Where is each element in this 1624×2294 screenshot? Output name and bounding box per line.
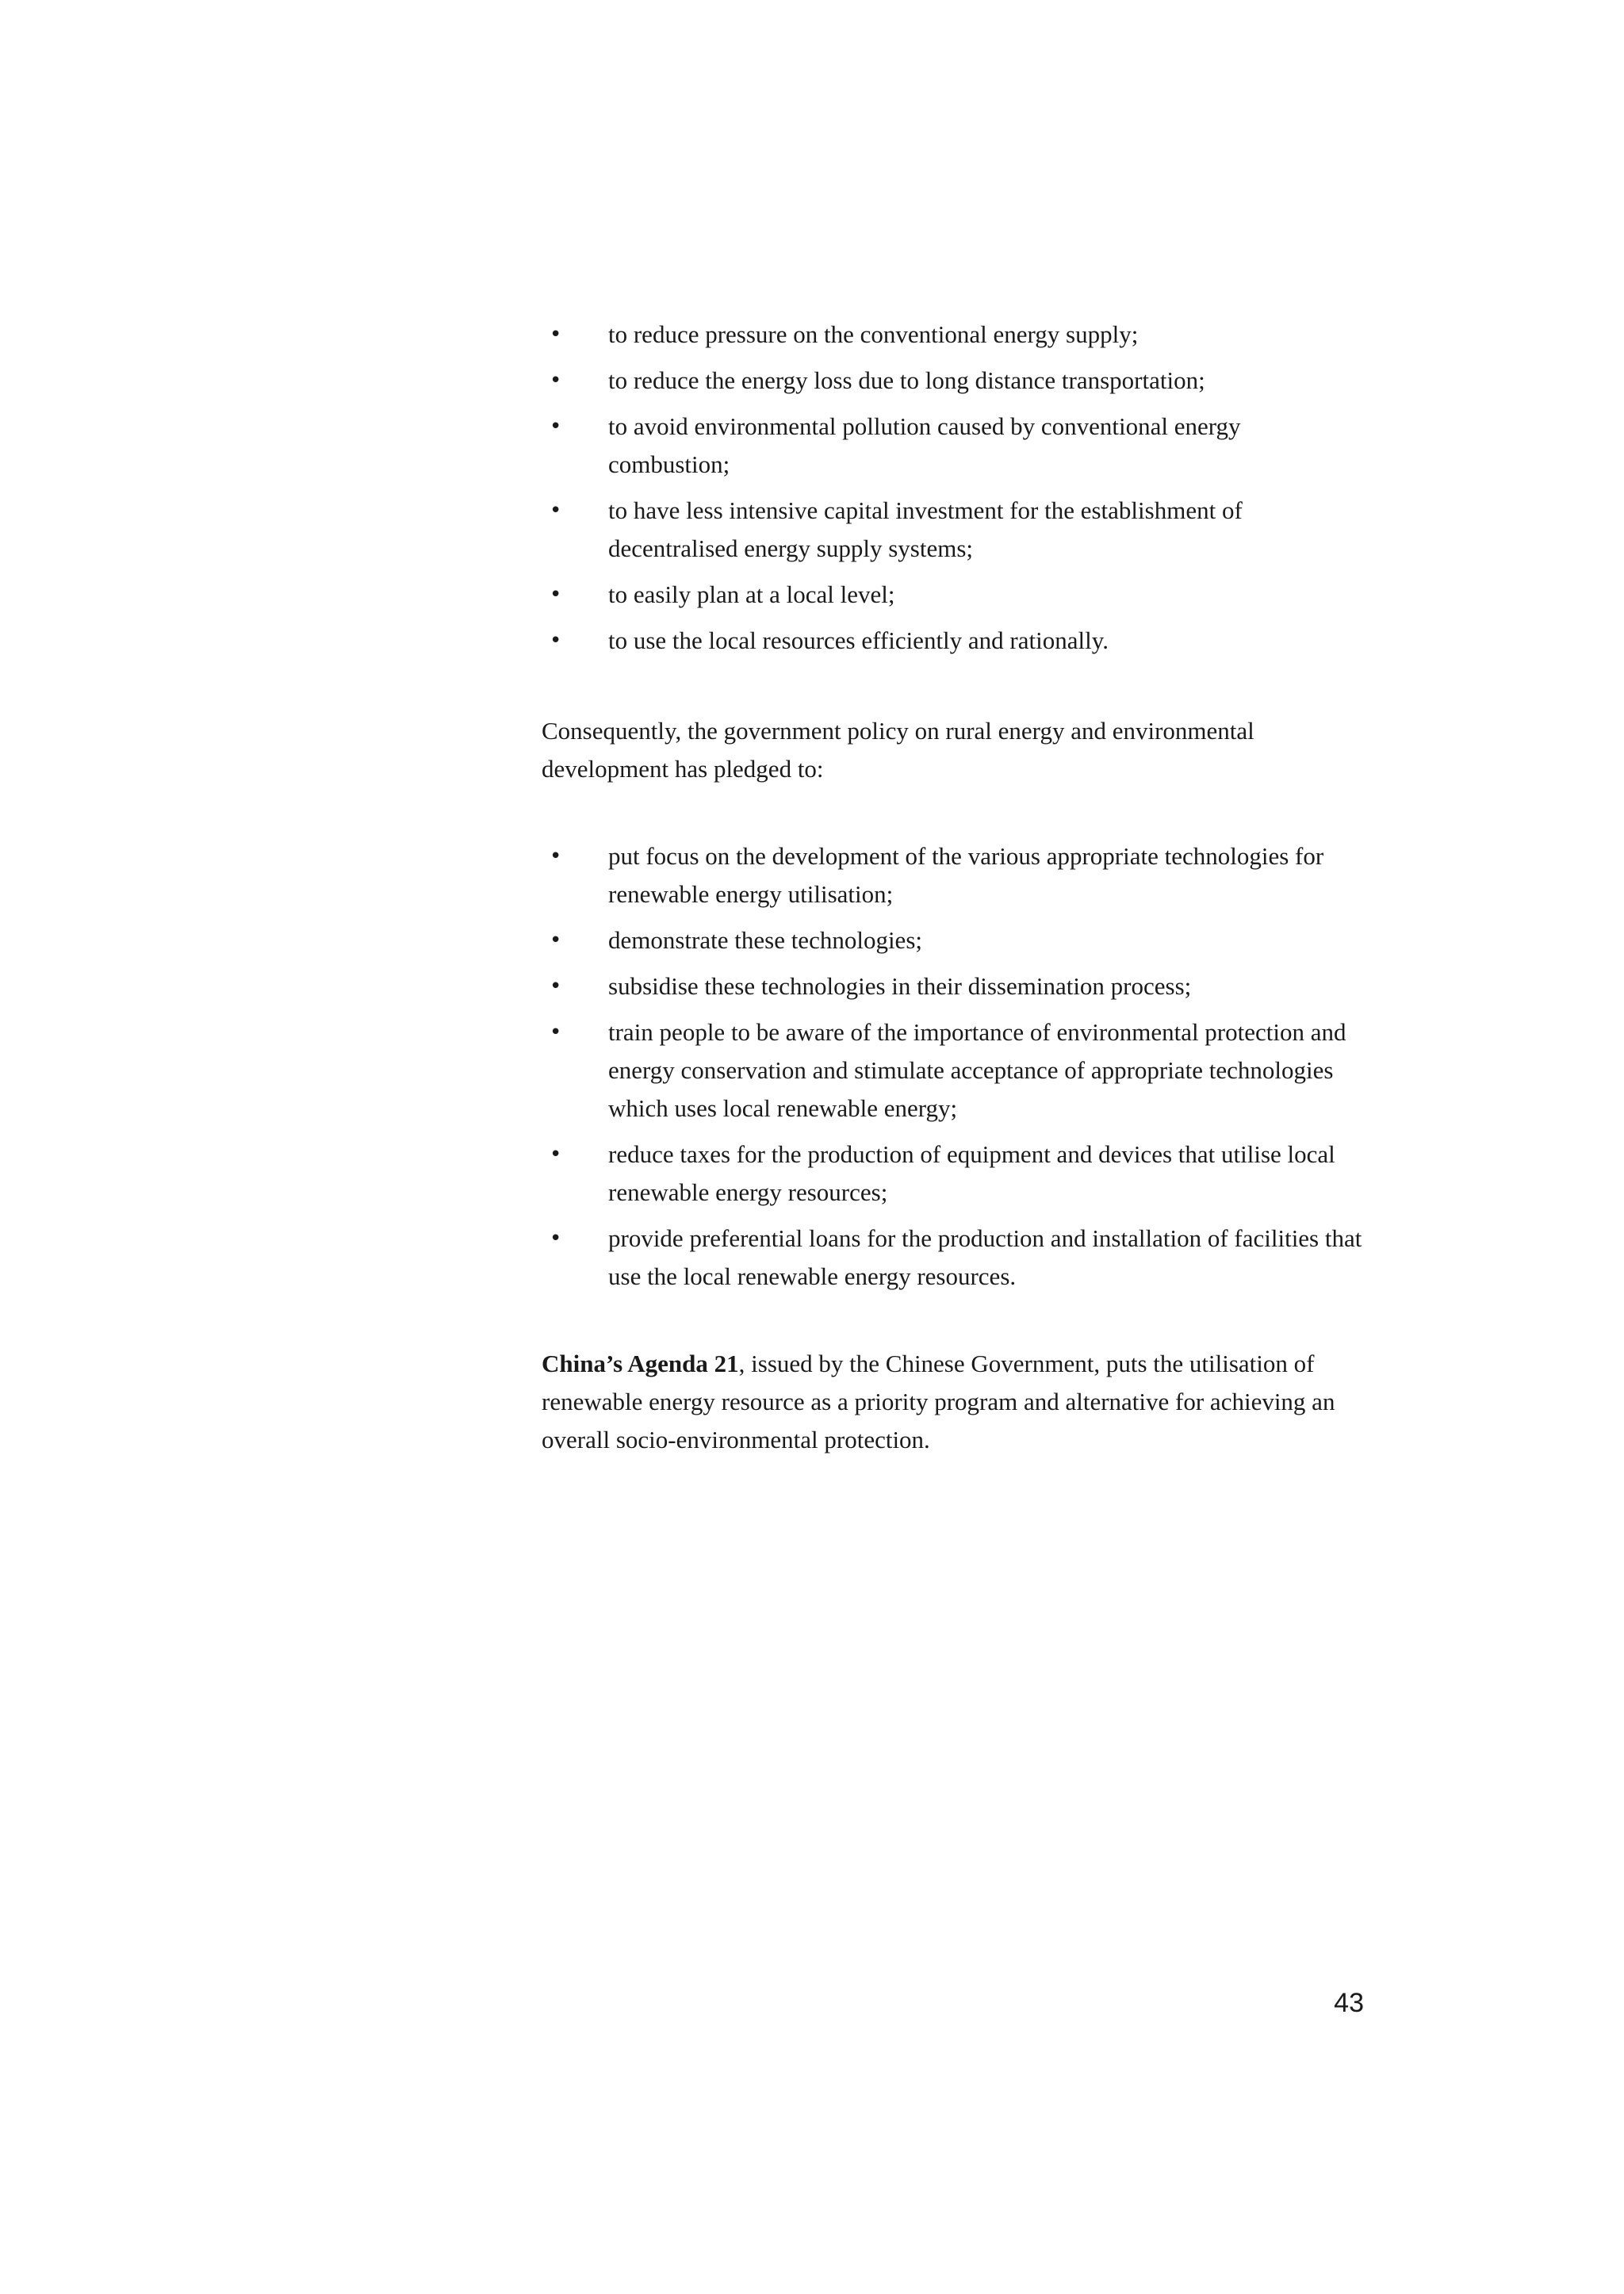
bullet-icon: • xyxy=(550,1143,562,1166)
bullet-icon: • xyxy=(550,929,562,952)
list-item: • to have less intensive capital investment for the establishment of decentralised energy supply systems; xyxy=(542,492,1366,568)
bullet-icon: • xyxy=(550,1227,562,1250)
bullet-icon: • xyxy=(550,1021,562,1044)
list-item: • provide preferential loans for the production and installation of facilities that use the local renewable energy resources. xyxy=(542,1220,1366,1296)
list-item: • subsidise these technologies in their dissemination process; xyxy=(542,967,1366,1005)
bullet-icon: • xyxy=(550,844,562,868)
list-item: • to easily plan at a local level; xyxy=(542,576,1366,614)
bullet-icon: • xyxy=(550,629,562,653)
pledges-list xyxy=(542,837,1366,1304)
list-item: • to use the local resources efficiently and rationally. xyxy=(542,622,1366,660)
list-item: • to reduce the energy loss due to long distance transportation; xyxy=(542,362,1366,400)
paragraph-text xyxy=(542,1345,1366,1459)
list-item: • demonstrate these technologies; xyxy=(542,921,1366,959)
policy-paragraph xyxy=(542,712,1366,788)
agenda-paragraph xyxy=(542,1345,1366,1459)
bullet-icon: • xyxy=(550,369,562,393)
list-item: • to reduce pressure on the conventional energy supply; xyxy=(542,316,1366,354)
agenda-body: , issued by the Chinese Government, puts the utilisation of renewable energy resource as a priority program and alternative for achieving an overall socio-environmental protection. xyxy=(542,1350,1335,1453)
paragraph-text: Consequently, the government policy on rural energy and environmental development has pledged to: xyxy=(542,717,1254,783)
page-number: 43 xyxy=(1334,1988,1364,2018)
bullet-icon: • xyxy=(550,583,562,607)
benefits-list xyxy=(542,316,1366,668)
list-item: • train people to be aware of the importance of environmental protection and energy conservation and stimulate acceptance of appropriate technologies which uses local renewable energy; xyxy=(542,1013,1366,1128)
list-item: • reduce taxes for the production of equipment and devices that utilise local renewable energy resources; xyxy=(542,1136,1366,1212)
bullet-icon: • xyxy=(550,975,562,998)
list-item: • to avoid environmental pollution caused by conventional energy combustion; xyxy=(542,408,1366,484)
list-item: • put focus on the development of the various appropriate technologies for renewable energy utilisation; xyxy=(542,837,1366,913)
bullet-icon: • xyxy=(550,323,562,347)
agenda-title: China’s Agenda 21 xyxy=(542,1350,739,1377)
bullet-icon: • xyxy=(550,415,562,439)
bullet-icon: • xyxy=(550,499,562,523)
